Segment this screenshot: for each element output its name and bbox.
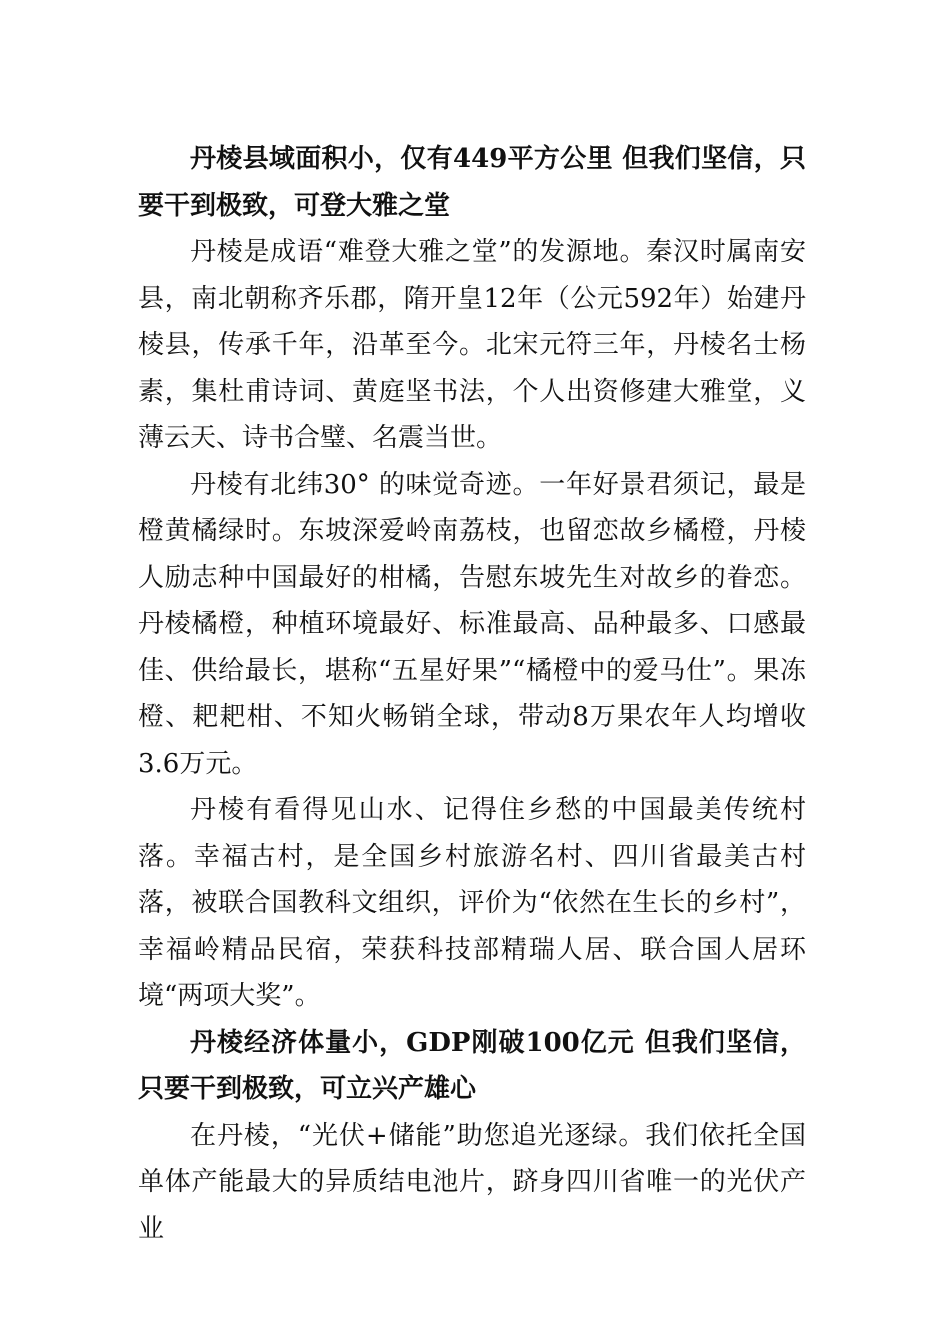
section-heading-area: 丹棱县域面积小，仅有449平方公里 但我们坚信，只要干到极致，可登大雅之堂 <box>138 144 806 221</box>
section-heading-economy: 丹棱经济体量小，GDP刚破100亿元 但我们坚信，只要干到极致，可立兴产雄心 <box>138 1027 806 1104</box>
paragraph-citrus: 丹棱有北纬30° 的味觉奇迹。一年好景君须记，最是橙黄橘绿时。东坡深爱岭南荔枝，也留恋故乡橘橙，丹棱人励志种中国最好的柑橘，告慰东坡先生对故乡的眷恋。丹棱橘橙，种植环境最好、标准最高、品种最多、口感最佳、供给最长，堪称“五星好果”“橘橙中的爱马仕”。果冻橙、耙耙柑、不知火畅销全球，带动8万果农年人均增收3.6万元。 <box>138 469 806 779</box>
paragraph-villages: 丹棱有看得见山水、记得住乡愁的中国最美传统村落。幸福古村，是全国乡村旅游名村、四川省最美古村落，被联合国教科文组织，评价为“依然在生长的乡村”，幸福岭精品民宿，荣获科技部精瑞人居、联合国人居环境“两项大奖”。 <box>138 795 806 1011</box>
paragraph-photovoltaic: 在丹棱，“光伏+储能”助您追光逐绿。我们依托全国单体产能最大的异质结电池片，跻身四川省唯一的光伏产业 <box>138 1120 806 1244</box>
document-page <box>138 136 806 1252</box>
paragraph-history: 丹棱是成语“难登大雅之堂”的发源地。秦汉时属南安县，南北朝称齐乐郡，隋开皇12年（公元592年）始建丹棱县，传承千年，沿革至今。北宋元符三年，丹棱名士杨素，集杜甫诗词、黄庭坚书法，个人出资修建大雅堂，义薄云天、诗书合璧、名震当世。 <box>138 237 806 453</box>
